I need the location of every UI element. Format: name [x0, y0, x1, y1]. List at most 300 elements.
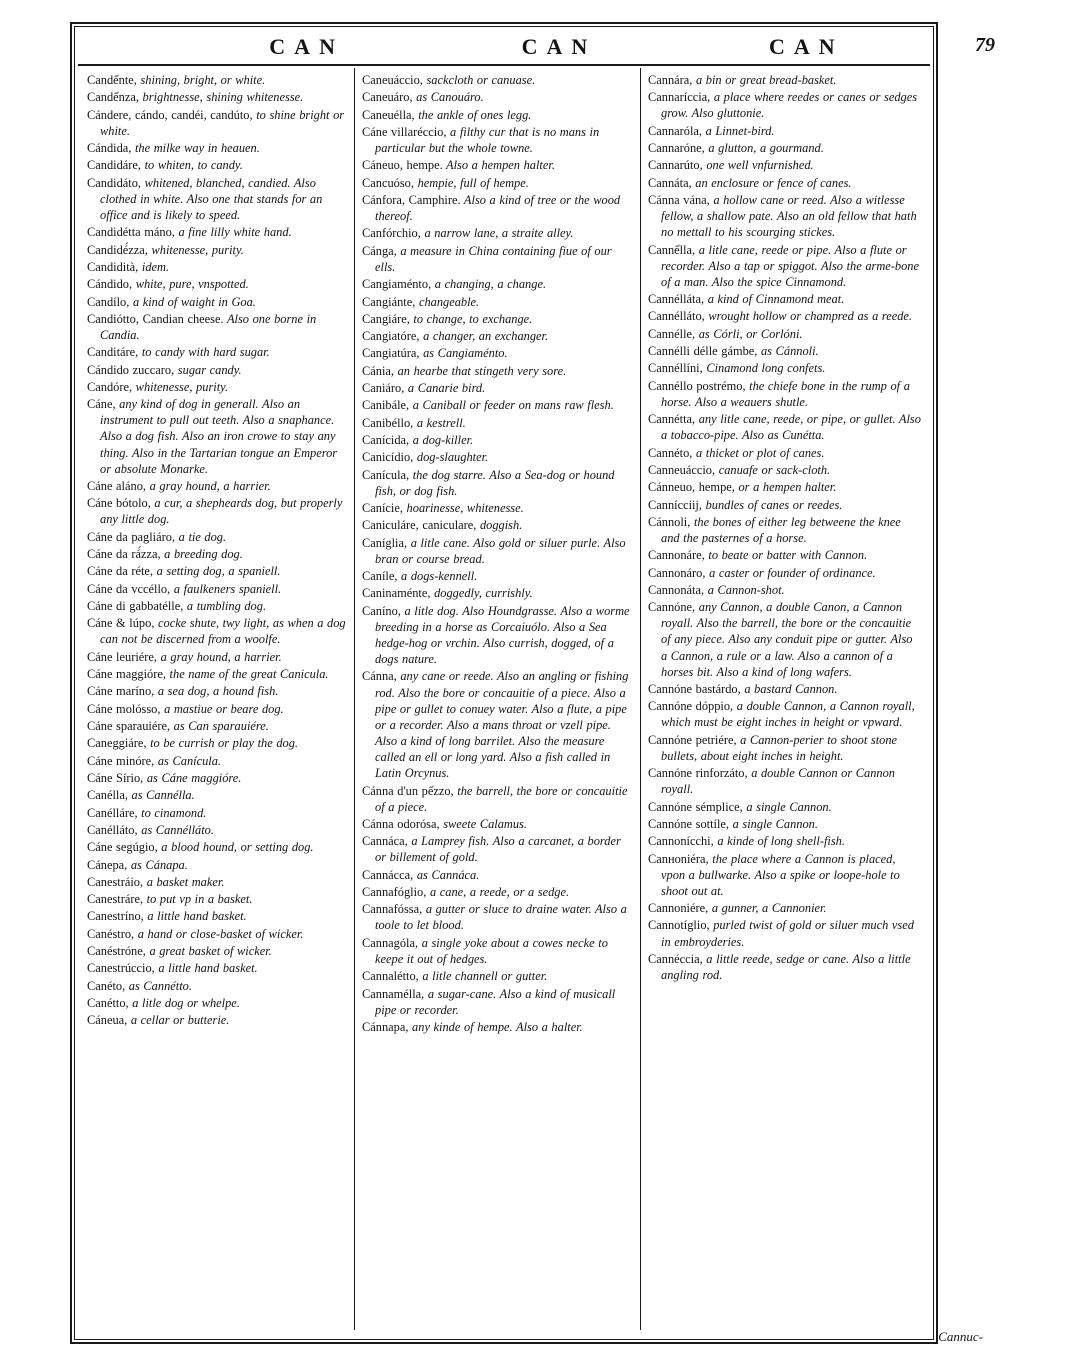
entry-headword: Cannóne sémplice,: [648, 799, 743, 814]
dictionary-entry: [648, 833, 921, 849]
dictionary-entry: [362, 294, 633, 310]
entry-headword: Cánneuo, hempe,: [648, 480, 735, 495]
dictionary-entry: [87, 495, 347, 527]
entry-definition: as Cánapa.: [127, 857, 188, 872]
entry-definition: a blood hound, or setting dog.: [157, 840, 314, 855]
entry-headword: Cannóne,: [648, 600, 696, 615]
running-head-left: CAN: [269, 34, 344, 59]
entry-headword: Caníno,: [362, 603, 401, 618]
entry-headword: Cáne minóre,: [87, 753, 155, 768]
entry-definition: any cane or reede. Also an angling or fishing rod. Also the bore or concauitie of a piece. Also a pipe or gullet to conuey water. Also a flute, a pipe or a recorder. Also a mans throat or vzell pipe. Also a kind of long barrilet. Also the measure called an ell or long yard. Also a fish called in Latin Orcynus.: [375, 669, 629, 781]
entry-definition: as Can sparauiére.: [170, 719, 269, 733]
entry-definition: a thicket or plot of canes.: [692, 445, 825, 460]
entry-headword: Cannaríccia,: [648, 90, 711, 105]
entry-headword: Cannagóla,: [362, 935, 419, 950]
entry-headword: Cánna,: [362, 669, 397, 684]
dictionary-entry: [87, 546, 347, 562]
entry-headword: Cándere, cándo, candéi, candúto,: [87, 107, 253, 122]
dictionary-entry: [362, 1019, 633, 1035]
entry-definition: a hand or close-basket of wicker.: [134, 926, 304, 941]
dictionary-entry: [87, 649, 347, 665]
entry-headword: Cannafóglio,: [362, 885, 427, 899]
entry-headword: Cancuóso,: [362, 175, 414, 190]
dictionary-entry: [362, 668, 633, 781]
entry-headword: Cangiatúra,: [362, 346, 420, 361]
entry-headword: Cannóne petriére,: [648, 732, 737, 747]
entry-definition: a tumbling dog.: [183, 599, 267, 613]
entry-definition: any litle cane, reede, or pipe, or gullet. Also a tobacco-pipe. Also as Cunétta.: [661, 412, 921, 443]
entry-headword: Canéstróne,: [87, 944, 146, 959]
dictionary-entry: [87, 978, 347, 994]
entry-definition: to whiten, to candy.: [141, 158, 243, 173]
entry-headword: Cannícciĳ,: [648, 497, 702, 512]
entry-headword: Cannonáre,: [648, 548, 705, 563]
dictionary-entry: [362, 935, 633, 967]
entry-headword: Cándida,: [87, 141, 132, 156]
entry-definition: a double Cannon or Cannon royall.: [661, 766, 895, 797]
entry-definition: a little hand basket.: [143, 909, 247, 924]
entry-definition: white, pure, vnspotted.: [132, 277, 249, 292]
entry-definition: a dog-killer.: [409, 433, 474, 447]
page-number: 79: [975, 34, 995, 56]
entry-definition: a Cannon-perier to shoot stone bullets, about eight inches in height.: [661, 732, 898, 763]
dictionary-entry: [87, 311, 347, 343]
entry-definition: the place where a Cannon is placed, vpon a bullwarke. Also a spike or loope-hole to shoot out at.: [661, 851, 900, 898]
entry-definition: purled twist of gold or siluer much vsed in embroyderies.: [661, 918, 914, 949]
entry-definition: as Canícula.: [154, 753, 222, 768]
dictionary-entry: [648, 411, 921, 443]
entry-headword: Cannóne dóppio,: [648, 699, 734, 714]
dictionary-entry: [87, 770, 347, 786]
dictionary-entry: [87, 666, 347, 682]
entry-headword: Cáne da pagliáro,: [87, 529, 176, 544]
dictionary-entry: [87, 822, 347, 838]
entry-definition: a cur, a shepheards dog, but properly any little dog.: [100, 496, 343, 527]
dictionary-entry: [87, 735, 347, 751]
dictionary-entry: [648, 462, 921, 478]
entry-definition: a Cannon-shot.: [704, 582, 785, 597]
dictionary-entry: [87, 926, 347, 942]
entry-headword: Cannếlla,: [648, 242, 696, 257]
dictionary-entry: [648, 72, 921, 88]
entry-definition: a gunner, a Cannonier.: [708, 901, 827, 916]
entry-definition: to be currish or play the dog.: [146, 736, 299, 751]
entry-definition: as Córli, or Corlóni.: [695, 326, 803, 341]
entry-definition: a single Cannon.: [729, 816, 818, 831]
entry-definition: as Cánnoli.: [757, 344, 819, 359]
dictionary-entry: [648, 291, 921, 307]
dictionary-entry: [87, 718, 347, 734]
entry-headword: Canélláre,: [87, 805, 138, 820]
entry-headword: Cannonícchi,: [648, 834, 714, 849]
entry-headword: Cáne leuriére,: [87, 649, 157, 664]
entry-definition: as Canouáro.: [412, 90, 484, 105]
dictionary-entry: [362, 816, 633, 832]
entry-definition: a Linnet-bird.: [702, 123, 775, 138]
entry-definition: a tie dog.: [175, 529, 227, 544]
entry-headword: Canélláto,: [87, 822, 138, 837]
entry-headword: Cánna odorósa,: [362, 816, 440, 831]
column-2: [355, 68, 641, 1330]
entry-definition: Also one borne in Candia.: [100, 311, 317, 342]
dictionary-entry: [87, 943, 347, 959]
dictionary-entry: [87, 598, 347, 614]
dictionary-entry: [362, 415, 633, 431]
dictionary-entry: [362, 192, 633, 224]
dictionary-entry: [87, 379, 347, 395]
dictionary-entry: [362, 380, 633, 396]
column-3: [641, 68, 928, 1330]
entry-headword: Cannáca,: [362, 834, 408, 849]
entry-definition: idem.: [138, 259, 170, 274]
dictionary-entry: [87, 857, 347, 873]
entry-definition: any kinde of hempe. Also a halter.: [408, 1019, 583, 1034]
entry-headword: Cannaróne,: [648, 141, 705, 156]
dictionary-entry: [87, 175, 347, 223]
entry-headword: Cannélli délle gámbe,: [648, 344, 758, 359]
entry-headword: Caníglia,: [362, 535, 408, 550]
dictionary-entry: [362, 585, 633, 601]
entry-definition: bundles of canes or reedes.: [701, 497, 843, 512]
entry-headword: Canneuáccio,: [648, 462, 716, 477]
entry-headword: Canibéllo,: [362, 415, 414, 430]
entry-definition: a filthy cur that is no mans in particular but the whole towne.: [375, 124, 600, 156]
entry-definition: doggish.: [476, 518, 523, 533]
dictionary-entry: [362, 535, 633, 567]
entry-headword: Canestrúccio,: [87, 961, 155, 976]
dictionary-entry: [87, 259, 347, 275]
entry-definition: a little reede, sedge or cane. Also a little angling rod.: [661, 951, 911, 982]
dictionary-entry: [362, 901, 633, 933]
dictionary-entry: [362, 449, 633, 465]
entry-definition: Cinamond long confets.: [702, 361, 826, 376]
entry-headword: Cáne di gabbatélle,: [87, 599, 184, 613]
dictionary-entry: [87, 478, 347, 494]
dictionary-entry: [87, 805, 347, 821]
entry-headword: Candếnza,: [87, 90, 139, 105]
entry-definition: a litle dog or whelpe.: [128, 996, 240, 1010]
dictionary-entry: [87, 581, 347, 597]
dictionary-entry: [648, 816, 921, 832]
entry-headword: Canestráre,: [87, 892, 144, 907]
entry-headword: Canestráio,: [87, 874, 144, 889]
entry-headword: Cannéto,: [648, 445, 693, 460]
entry-definition: sweete Calamus.: [439, 816, 527, 831]
dictionary-entry: [87, 396, 347, 477]
dictionary-entry: [362, 89, 633, 105]
entry-definition: a place where reedes or canes or sedges grow. Also gluttonie.: [661, 90, 918, 121]
entry-headword: Candiótto, Candian cheese.: [87, 311, 224, 326]
entry-headword: Cáne molósso,: [87, 701, 161, 716]
entry-definition: an enclosure or fence of canes.: [691, 175, 852, 190]
entry-headword: Cannaróla,: [648, 123, 703, 138]
entry-headword: Candidáre,: [87, 158, 142, 173]
entry-headword: Cánnapa,: [362, 1019, 409, 1034]
entry-headword: Caneuáccio,: [362, 73, 423, 87]
dictionary-entry: [648, 343, 921, 359]
entry-definition: a cellar or butterie.: [127, 1013, 230, 1028]
entry-headword: Cáne sparauiére,: [87, 719, 171, 733]
entry-headword: Cáne segúgio,: [87, 840, 158, 855]
entry-headword: Cánia,: [362, 363, 394, 378]
dictionary-entry: [648, 917, 921, 949]
entry-headword: Cannonáta,: [648, 582, 705, 597]
dictionary-entry: [648, 565, 921, 581]
entry-definition: a kind of Cinnamond meat.: [704, 292, 845, 307]
dictionary-entry: [648, 851, 921, 899]
dictionary-entry: [87, 1012, 347, 1028]
dictionary-entry: [362, 783, 633, 815]
entry-headword: Cangiaménto,: [362, 277, 432, 292]
entry-definition: a basket maker.: [143, 874, 225, 889]
dictionary-entry: [648, 360, 921, 376]
dictionary-entry: [362, 397, 633, 413]
entry-headword: Candidétta máno,: [87, 225, 175, 240]
entry-definition: a sea dog, a hound fish.: [154, 684, 279, 699]
dictionary-entry: [362, 833, 633, 865]
dictionary-entry: [87, 874, 347, 890]
entry-definition: a Caniball or feeder on mans raw flesh.: [409, 398, 614, 413]
entry-headword: Cannéllo postrémo,: [648, 378, 746, 393]
dictionary-entry: [87, 107, 347, 139]
entry-definition: a kind of waight in Goa.: [129, 294, 256, 309]
entry-headword: Cannóne sottíle,: [648, 816, 730, 831]
entry-definition: a narrow lane, a straite alley.: [420, 226, 574, 241]
entry-definition: a gray hound, a harrier.: [157, 649, 282, 664]
dictionary-entry: [87, 529, 347, 545]
dictionary-entry: [648, 951, 921, 983]
entry-definition: wrought hollow or champred as a reede.: [704, 309, 913, 324]
dictionary-entry: [648, 765, 921, 797]
header-rule: [78, 64, 930, 66]
dictionary-entry: [362, 884, 633, 900]
dictionary-entry: [87, 294, 347, 310]
dictionary-entry: [362, 276, 633, 292]
entry-definition: hoarinesse, whitenesse.: [402, 501, 524, 516]
dictionary-entry: [87, 753, 347, 769]
dictionary-entry: [362, 467, 633, 499]
dictionary-entry: [87, 701, 347, 717]
entry-definition: sugar candy.: [174, 362, 242, 377]
entry-definition: a gray hound, a harrier.: [146, 479, 271, 493]
dictionary-entry: [362, 432, 633, 448]
entry-definition: a litle channell or gutter.: [418, 969, 548, 984]
running-head-right: CAN: [768, 34, 844, 59]
entry-headword: Cáne villaréccio,: [362, 124, 447, 139]
dictionary-entry: [648, 157, 921, 173]
dictionary-entry: [362, 363, 633, 379]
entry-headword: Cannotíglio,: [648, 918, 710, 933]
entry-definition: a single yoke about a cowes necke to keepe it out of hedges.: [375, 935, 608, 966]
entry-headword: Cannonáro,: [648, 565, 706, 580]
dictionary-entry: [362, 517, 633, 533]
entry-definition: a kestrell.: [413, 415, 466, 430]
entry-definition: whitened, blanched, candied. Also clothed in white. Also one that stands for an office and is likely to speed.: [100, 175, 323, 222]
entry-definition: as Cáne maggióre.: [143, 770, 242, 785]
dictionary-entry: [87, 344, 347, 360]
entry-definition: an hearbe that stingeth very sore.: [394, 363, 567, 378]
entry-headword: Cánepa,: [87, 857, 128, 872]
entry-definition: as Cannáca.: [413, 867, 480, 882]
entry-headword: Candílo,: [87, 294, 130, 309]
dictionary-entry: [87, 960, 347, 976]
dictionary-entry: [362, 175, 633, 191]
entry-definition: to candy with hard sugar.: [138, 345, 270, 360]
dictionary-entry: [87, 995, 347, 1011]
entry-definition: a litle cane, reede or pipe. Also a flute or recorder. Also a tap or spiggot. Also the arme-bone of a man. Also the spice Cinnamond.: [661, 242, 919, 289]
dictionary-entry: [648, 89, 921, 121]
dictionary-entry: [87, 157, 347, 173]
dictionary-entry: [87, 563, 347, 579]
running-head-center: CAN: [521, 34, 597, 59]
entry-definition: a cane, a reede, or a sedge.: [426, 885, 570, 899]
entry-headword: Cáneuo, hempe.: [362, 158, 443, 173]
entry-headword: Canditáre,: [87, 345, 139, 360]
dictionary-entry: [362, 345, 633, 361]
dictionary-entry: [87, 787, 347, 803]
dictionary-entry: [648, 140, 921, 156]
dictionary-entry: [648, 599, 921, 680]
entry-definition: cocke shute, twy light, as when a dog can not be discerned from a woolfe.: [100, 616, 346, 647]
entry-headword: Canícida,: [362, 433, 410, 447]
entry-definition: a Lamprey fish. Also a carcanet, a border or billement of gold.: [375, 834, 621, 865]
dictionary-entry: [87, 615, 347, 647]
entry-headword: Caneuélla,: [362, 107, 415, 122]
entry-definition: whitenesse, purity.: [147, 242, 244, 257]
entry-definition: a setting dog, a spaniell.: [153, 564, 281, 579]
entry-headword: Cannélle,: [648, 326, 696, 341]
entry-headword: Canicídio,: [362, 450, 414, 465]
dictionary-entry: [648, 900, 921, 916]
entry-headword: Caninaménte,: [362, 586, 431, 601]
entry-definition: a caster or founder of ordinance.: [705, 565, 876, 580]
dictionary-entry: [648, 242, 921, 290]
entry-definition: the bones of either leg betweene the knee and the pasternes of a horse.: [661, 514, 901, 545]
entry-headword: Cannafóssa,: [362, 902, 423, 917]
entry-headword: Candidáto,: [87, 175, 142, 190]
entry-definition: the dog starre. Also a Sea-dog or hound fish, or dog fish.: [375, 467, 615, 498]
entry-headword: Cándido zuccaro,: [87, 362, 175, 377]
entry-definition: to put vp in a basket.: [143, 892, 253, 907]
dictionary-entry: [87, 362, 347, 378]
entry-definition: a gutter or sluce to draine water. Also a toole to let blood.: [375, 902, 627, 933]
entry-definition: a changing, a change.: [431, 277, 547, 292]
entry-definition: to change, to exchange.: [409, 311, 533, 326]
dictionary-entry: [87, 89, 347, 105]
dictionary-entry: [362, 568, 633, 584]
dictionary-entry: [648, 308, 921, 324]
dictionary-entry: [87, 276, 347, 292]
dictionary-entry: [648, 799, 921, 815]
entry-definition: a mastiue or beare dog.: [160, 701, 284, 716]
entry-definition: a changer, an exchanger.: [419, 329, 549, 344]
entry-headword: Cannóne rinforzáto,: [648, 766, 748, 781]
dictionary-entry: [362, 328, 633, 344]
dictionary-entry: [648, 497, 921, 513]
entry-headword: Canéstro,: [87, 926, 135, 941]
entry-headword: Cannóne bastárdo,: [648, 682, 741, 696]
entry-headword: Cánga,: [362, 243, 397, 258]
entry-definition: any kind of dog in generall. Also an instrument to pull out teeth. Also a snaphance. Also a dog fish. Also an iron crowe to stay any thing. Also in the Tartarian tongue an Emperor or absolute Monarke.: [100, 397, 338, 476]
entry-definition: whitenesse, purity.: [132, 379, 229, 394]
entry-headword: Cannoniére,: [648, 901, 709, 916]
entry-definition: shining, bright, or white.: [136, 73, 266, 87]
dictionary-entry: [362, 311, 633, 327]
entry-definition: a sugar-cane. Also a kind of musicall pipe or recorder.: [375, 986, 616, 1017]
dictionary-entry: [362, 243, 633, 275]
entry-headword: Candidé́zza,: [87, 242, 148, 257]
entry-definition: the barrell, the bore or concauitie of a piece.: [375, 783, 628, 814]
entry-headword: Cannarúto,: [648, 158, 703, 173]
entry-definition: a great basket of wicker.: [145, 944, 272, 959]
entry-headword: Caneuáro,: [362, 90, 413, 105]
entry-definition: any Cannon, a double Canon, a Cannon royall. Also the barrell, the bore or the concauitie of any piece. Also any conduit pipe or gutter. Also a Cannon, a rule or a law. Also a cannon of a horses bit. Also a kind of long wafers.: [661, 600, 913, 679]
dictionary-entry: [648, 732, 921, 764]
dictionary-entry: [648, 514, 921, 546]
entry-headword: Canéto,: [87, 978, 126, 993]
entry-headword: Canícula,: [362, 467, 410, 482]
dictionary-entry: [362, 72, 633, 88]
entry-definition: a kinde of long shell-fish.: [713, 834, 845, 849]
entry-headword: Cannéllíni,: [648, 361, 703, 376]
entry-headword: Canfórchio,: [362, 226, 421, 241]
entry-definition: a measure in China containing fiue of our ells.: [375, 243, 612, 274]
dictionary-entry: [87, 683, 347, 699]
entry-definition: one well vnfurnished.: [702, 158, 814, 173]
entry-definition: the chiefe bone in the rump of a horse. Also a weauers shutle.: [661, 378, 910, 409]
dictionary-entry: [648, 698, 921, 730]
entry-definition: the milke way in heauen.: [131, 141, 260, 156]
entry-definition: a litle dog. Also Houndgrasse. Also a worme breeding in a horse as Corcaiuólo. Also a Sea hedge-hog or vrchin. Also currish, dogged, of a dogs nature.: [375, 603, 630, 667]
entry-headword: Cangiatóre,: [362, 329, 420, 344]
dictionary-entry: [648, 479, 921, 495]
entry-definition: a hollow cane or reed. Also a witlesse fellow, a shallow pate. Also an old fellow that hath no mettall to his scourging stickes.: [661, 193, 917, 240]
dictionary-entry: [648, 582, 921, 598]
dictionary-entry: [648, 681, 921, 697]
entry-headword: Cannélláta,: [648, 292, 705, 307]
entry-headword: Cáne & lúpo,: [87, 616, 155, 631]
dictionary-entry: [87, 242, 347, 258]
entry-definition: a little hand basket.: [154, 961, 258, 976]
entry-headword: Cannácca,: [362, 867, 414, 882]
entry-headword: Candóre,: [87, 379, 133, 394]
dictionary-entry: [87, 140, 347, 156]
entry-headword: Cannára,: [648, 73, 693, 87]
dictionary-entry: [87, 224, 347, 240]
entry-headword: Cáne maríno,: [87, 684, 155, 699]
dictionary-entry: [87, 908, 347, 924]
entry-definition: a double Cannon, a Cannon royall, which must be eight inches in height or vpward.: [661, 699, 915, 730]
entry-headword: Cáne da réte,: [87, 564, 154, 579]
entry-definition: a single Cannon.: [742, 799, 832, 814]
dictionary-entry: [362, 157, 633, 173]
entry-definition: to shine bright or white.: [100, 107, 345, 138]
dictionary-entry: [87, 72, 347, 88]
entry-definition: a litle cane. Also gold or siluer purle. Also bran or course bread.: [375, 535, 626, 566]
entry-definition: as Cannétto.: [125, 978, 192, 993]
entry-headword: Cánnoli,: [648, 514, 691, 529]
entry-definition: brightnesse, shining whitenesse.: [138, 90, 304, 105]
entry-definition: the ankle of ones legg.: [414, 107, 532, 122]
entry-headword: Cannalétto,: [362, 969, 419, 984]
entry-headword: Caneggiáre,: [87, 736, 147, 751]
entry-definition: a bastard Cannon.: [740, 682, 838, 696]
entry-definition: a dogs-kennell.: [397, 569, 478, 584]
dictionary-entry: [362, 107, 633, 123]
entry-headword: Cáne Sírio,: [87, 770, 144, 785]
entry-definition: a bin or great bread-basket.: [692, 73, 837, 87]
entry-headword: Cáne maggióre,: [87, 667, 166, 682]
